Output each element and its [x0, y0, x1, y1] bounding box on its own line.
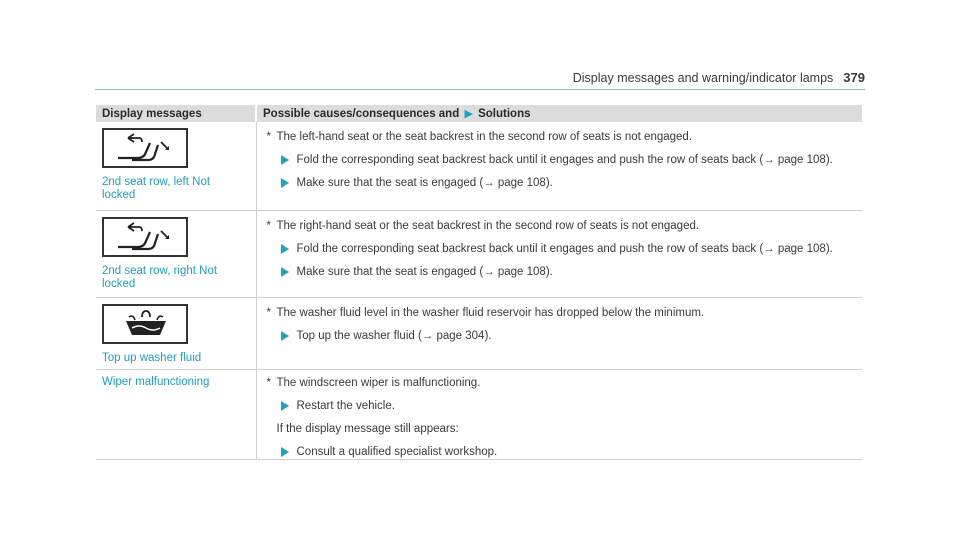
solution-step: Top up the washer fluid (→ page 304).: [267, 329, 863, 343]
message-label: 2nd seat row, right Not locked: [102, 264, 218, 290]
table-row: [96, 122, 862, 210]
message-label: 2nd seat row, left Not locked: [102, 176, 211, 201]
step-arrow-icon: [281, 447, 289, 457]
step-arrow-icon: [281, 331, 289, 341]
solution-step: Make sure that the seat is engaged (→ page 108).: [267, 176, 863, 190]
header-divider: [95, 89, 865, 90]
seat-backrest-icon: [102, 128, 188, 168]
message-label: Wiper malfunctioning: [102, 375, 210, 388]
table-header-row: [96, 105, 862, 122]
cause-cell: [256, 210, 862, 297]
cause-text: * The right-hand seat or the seat backrest in the second row of seats is not engaged.: [266, 219, 700, 232]
solution-step: Make sure that the seat is engaged (→ page 108).: [267, 265, 863, 279]
cause-text: * The left-hand seat or the seat backrest in the second row of seats is not engaged.: [266, 131, 693, 143]
solution-step: Consult a qualified specialist workshop.: [267, 445, 863, 459]
table-row: [96, 210, 862, 297]
cause-text: * The washer fluid level in the washer fluid reservoir has dropped below the minimum.: [266, 306, 705, 319]
step-arrow-icon: [281, 401, 289, 411]
step-arrow-icon: [281, 178, 289, 188]
solution-step: Fold the corresponding seat backrest back until it engages and push the row of seats back (→ page 108).: [267, 153, 863, 167]
seat-backrest-icon: [102, 217, 188, 257]
solutions-arrow-icon: ▶: [464, 108, 473, 120]
message-cell: [96, 122, 256, 210]
cause-cell: [256, 122, 862, 210]
cause-text: * The windscreen wiper is malfunctioning.: [266, 376, 481, 389]
display-messages-table: [96, 105, 862, 460]
table-row: [96, 369, 862, 459]
page-number: 379: [843, 70, 865, 85]
message-cell: [96, 369, 256, 459]
cause-cell: [256, 369, 862, 459]
col-header-causes: [256, 105, 862, 122]
col-header-messages: Display messages: [96, 105, 256, 122]
cause-cell: [256, 297, 862, 369]
col-header-solutions-text: Solutions: [478, 108, 531, 120]
message-label: Top up washer fluid: [102, 351, 202, 364]
step-arrow-icon: [281, 244, 289, 254]
message-cell: [96, 297, 256, 369]
col-header-causes-text: Possible causes/consequences and: [263, 108, 460, 120]
step-arrow-icon: [281, 155, 289, 165]
washer-fluid-icon: [102, 304, 188, 344]
message-cell: [96, 210, 256, 297]
step-arrow-icon: [281, 267, 289, 277]
page-header: [573, 70, 865, 85]
solution-step: Restart the vehicle.: [267, 399, 863, 413]
note-text: If the display message still appears:: [276, 422, 459, 435]
header-title: Display messages and warning/indicator lamps: [572, 71, 834, 85]
solution-step: Fold the corresponding seat backrest back until it engages and push the row of seats back (→ page 108).: [267, 242, 863, 256]
table-row: [96, 297, 862, 369]
